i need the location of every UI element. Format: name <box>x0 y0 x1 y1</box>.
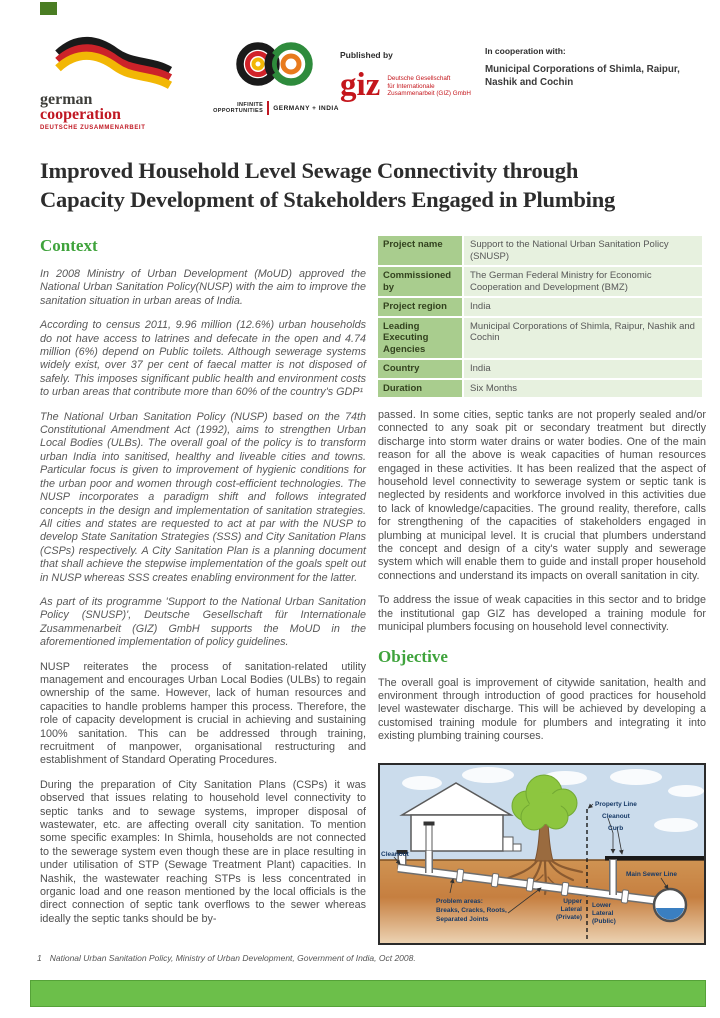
svg-text:(Private): (Private) <box>555 914 582 921</box>
title-line-2: Capacity Development of Stakeholders Engaged in Plumbing <box>40 187 616 212</box>
title-line-1: Improved Household Level Sewage Connectivity through <box>40 158 579 183</box>
table-row <box>378 267 702 296</box>
corner-green-square <box>40 2 57 15</box>
infinity-logo-text <box>196 101 356 115</box>
cooperation-partners: Municipal Corporations of Shimla, Raipur, Nashik and Cochin <box>485 64 680 88</box>
context-paragraph: During the preparation of City Sanitation Plans (CSPs) it was observed that issues relating to household level connectivity to septic tanks and to sewage systems, improper disposal of wastewater, etc. are affecting overall city sanitation. To mention some specific examples: In Shimla, households are not connected to the sewerage system even though these are in place resulting in under utilisation of STP (Sewage Treatment Plant) capacities. In Nashik, the wastewater reaching STPs is less concentrated in organic load and one reason mentioned by the local officials is the direct connection of septic tank overflows to the sewer whereas ideally the septic tanks should be by- <box>40 778 366 925</box>
row-label: Leading Executing Agencies <box>378 318 462 359</box>
cooperation-label: In cooperation with: <box>485 46 566 56</box>
context-column <box>40 236 366 926</box>
table-row <box>378 298 702 316</box>
cleanout-left-label: Cleanout <box>381 851 409 858</box>
footnote-marker: 1 <box>37 953 42 963</box>
giz-name-line: für Internationale <box>387 82 435 90</box>
context-heading: Context <box>40 236 98 255</box>
context-paragraph: In 2008 Ministry of Urban Development (MoUD) approved the National Urban Sanitation Policy(NUSP) with the aim to improve the sanitation situation in urban areas of India. <box>40 268 366 307</box>
context-paragraph: The National Urban Sanitation Policy (NUSP) based on the 74th Constitutional Amendment Act (1992), aims to strengthen Urban Local Bodies (ULBs). The overall goal of the policy is to transform urban India into sanitised, healthy and liveable cities and towns. Particular focus is given to improvement of hygienic conditions for the urban poor and women through cost-efficient technologies. The NUSP incorporates a paradigm shift and follows integrated concepts in the design and implementation of sanitation strategies. All cities and states are requested to act at par with the NUSP to develop State Sanitation Strategies (SSS) and City Sanitation Plans (CSPs) respectively. A City Sanitation Plan is a planning document that shall achieve the stepwise implementation of the goals spelt out in NUSP whereas SSS creates enabling environment for the latter. <box>40 410 366 584</box>
right-column <box>378 234 706 744</box>
context-paragraph: According to census 2011, 9.96 million (12.6%) urban households do not have access to latrines and defecate in the open and 4.74 million (6%) depend on Public toilets. Although sewerage systems widely exist, over 37 per cent of faecal matter is not disposed of safely. This imposes significant public health and environment costs to urban areas that contribute more than 60% of the country's GDP¹ <box>40 319 366 399</box>
row-label: Commissioned by <box>378 267 462 296</box>
red-divider-bar <box>267 101 269 115</box>
wordmark-line2: cooperation <box>40 106 121 123</box>
germany-india-text: GERMANY + INDIA <box>273 104 339 112</box>
page-title <box>40 156 700 214</box>
street-curb-line <box>605 856 704 861</box>
row-value: Six Months <box>464 380 702 398</box>
row-label: Project region <box>378 298 462 316</box>
main-sewer <box>654 889 686 922</box>
table-row <box>378 318 702 359</box>
objective-paragraph: The overall goal is improvement of citywide sanitation, health and environment through introduction of good practices for household level wastewater discharge. This will be achieved by developing a customised training module for plumbers and integrating it into existing plumbing training courses. <box>378 676 706 743</box>
svg-text:Breaks, Cracks, Roots,: Breaks, Cracks, Roots, <box>436 907 507 914</box>
row-label: Duration <box>378 380 462 398</box>
row-label: Country <box>378 360 462 378</box>
infinity-circles-icon <box>228 38 324 92</box>
german-cooperation-subtitle: DEUTSCHE ZUSAMMENARBEIT <box>40 125 146 131</box>
row-value: India <box>464 298 702 316</box>
table-row <box>378 360 702 378</box>
giz-name-line: Zusammenarbeit (GIZ) GmbH <box>387 90 471 98</box>
row-value: Municipal Corporations of Shimla, Raipur, Nashik and Cochin <box>464 318 702 359</box>
footnote-text: National Urban Sanitation Policy, Ministry of Urban Development, Government of India, Oct 2008. <box>49 953 416 963</box>
svg-text:Lateral: Lateral <box>560 906 582 913</box>
opportunities-word: OPPORTUNITIES <box>213 108 264 114</box>
svg-text:Lateral: Lateral <box>592 910 614 917</box>
main-sewer-line-label: Main Sewer Line <box>626 871 677 878</box>
cleanout-right-label: Cleanout <box>602 813 630 820</box>
context-paragraph: As part of its programme 'Support to the National Urban Sanitation Policy (SNUSP)', Deutsche Gesellschaft für Internationale Zusammenarbeit (GIZ) GmbH supports the MoUD in the aforementioned implementation of policy guidelines. <box>40 595 366 649</box>
published-by-label: Published by <box>340 50 393 60</box>
row-label: Project name <box>378 236 462 265</box>
right-paragraph: passed. In some cities, septic tanks are not properly sealed and/or connected to any soak pit or secondary treatment but directly discharge into storm water drains or water bodies. One of the main reason for all the above is weak capacities of human resources engaged in these activities. It has been realized that the aspect of household level connectivity to sewerage system or septic tank is neglected by residents and workforce involved in this activities due to lack of knowledge/capacities. The ground reality, therefore, calls for strengthening of the capacities of stakeholders engaged in plumbing at municipal level. It is crucial that plumbers understand the concept and design of a city's water supply and sewerage system which will enable them to guide and install proper household connections and understand its impacts on overall sanitation in city. <box>378 409 706 582</box>
svg-text:(Public): (Public) <box>592 918 616 925</box>
table-row <box>378 380 702 398</box>
sewer-diagram-drawing <box>380 765 704 943</box>
giz-name-line: Deutsche Gesellschaft <box>387 75 451 82</box>
german-flag-ribbon-icon <box>40 34 188 90</box>
published-by-block <box>340 50 480 103</box>
sewer-lateral-diagram <box>378 763 706 945</box>
in-cooperation-with-block <box>485 46 693 89</box>
curb-label: Curb <box>608 825 624 832</box>
infinity-germany-india-logo <box>196 38 356 115</box>
bottom-green-bar <box>30 980 706 1007</box>
objective-heading: Objective <box>378 646 448 666</box>
right-paragraph: To address the issue of weak capacities in this sector and to bridge the institutional gap GIZ has developed a training module for municipal plumbers focusing on household level connectivity. <box>378 594 706 634</box>
wordmark-line1: german <box>40 91 93 108</box>
row-value: The German Federal Ministry for Economic Cooperation and Development (BMZ) <box>464 267 702 296</box>
row-value: India <box>464 360 702 378</box>
german-cooperation-logo <box>40 34 200 131</box>
giz-logo <box>340 67 480 103</box>
svg-text:Problem areas:: Problem areas: <box>436 898 483 905</box>
svg-text:Separated Joints: Separated Joints <box>436 916 489 923</box>
footnote <box>37 953 637 963</box>
project-info-table <box>376 234 704 399</box>
svg-text:Upper: Upper <box>563 898 582 905</box>
infinite-opportunities-text <box>213 102 263 115</box>
row-value: Support to the National Urban Sanitation Policy (SNUSP) <box>464 236 702 265</box>
infinite-word: INFINITE <box>237 101 264 108</box>
giz-full-name <box>387 75 471 100</box>
context-paragraph: NUSP reiterates the process of sanitation-related utility management and encourages Urban Local Bodies (ULBs) to regain ownership of the same. However, lack of human resources and capacities to handle problems hamper this process. Therefore, the role of capacity development is crucial in achieving and sustaining 100% sanitation. This can be addressed through training, recruitment of manpower, organisational restructuring and establishment of Standard Operating Procedures. <box>40 660 366 767</box>
svg-text:Lower: Lower <box>592 902 612 909</box>
table-row <box>378 236 702 265</box>
property-line-label: Property Line <box>595 801 637 808</box>
german-cooperation-wordmark <box>40 92 200 122</box>
giz-wordmark: giz <box>340 67 381 103</box>
